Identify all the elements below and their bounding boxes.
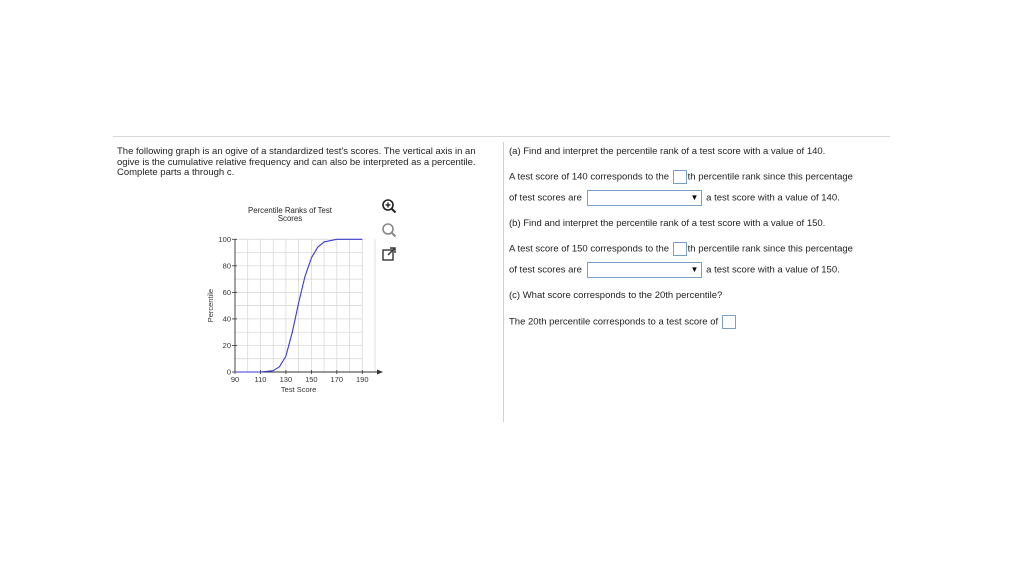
answer-b-percentile-input[interactable] xyxy=(673,242,687,256)
question-b-prompt: (b) Find and interpret the percentile rank of a test score with a value of 150. xyxy=(509,218,826,229)
question-b-line2-pre: of test scores are xyxy=(509,264,582,276)
question-a-line1 xyxy=(509,170,853,184)
x-tick-label: 110 xyxy=(254,375,267,384)
question-b-line2 xyxy=(509,262,840,278)
y-tick-label: 20 xyxy=(222,340,231,350)
question-b-line1 xyxy=(509,242,853,256)
zoom-in-icon[interactable] xyxy=(381,198,397,214)
question-c-prompt: (c) What score corresponds to the 20th percentile? xyxy=(509,290,723,301)
chart-title-line: Percentile Ranks of Test xyxy=(248,206,332,215)
answer-a-percentile-input[interactable] xyxy=(673,170,687,184)
x-tick-label: 150 xyxy=(305,375,318,384)
chart-tools xyxy=(381,198,401,270)
ogive-chart xyxy=(200,200,390,400)
y-axis-label: Percentile xyxy=(206,288,215,323)
chart-title-line: Scores xyxy=(277,214,303,223)
question-a-line2-pre: of test scores are xyxy=(509,192,582,204)
column-divider xyxy=(503,142,504,422)
y-tick-label: 0 xyxy=(226,367,231,377)
question-a-line2-post: a test score with a value of 140. xyxy=(706,192,840,204)
y-tick-label: 100 xyxy=(218,234,231,244)
x-tick-label: 90 xyxy=(230,375,240,384)
question-b-line2-post: a test score with a value of 150. xyxy=(706,264,840,276)
question-a-line2 xyxy=(509,190,840,206)
answer-b-dropdown[interactable] xyxy=(587,262,702,278)
answer-c-score-input[interactable] xyxy=(722,315,736,329)
x-axis-label: Test Score xyxy=(280,385,317,394)
chevron-down-icon: ▼ xyxy=(690,193,699,202)
question-c-line1-pre: The 20th percentile corresponds to a test score of xyxy=(509,316,719,328)
question-a-line1-post: th percentile rank since this percentage xyxy=(687,171,853,183)
intro-text: The following graph is an ogive of a standardized test's scores. The vertical axis in an ogive is the cumulative relative frequency and can also be interpreted as a percentile. Complete parts a through c. xyxy=(117,146,476,178)
x-tick-label: 170 xyxy=(330,375,344,384)
x-tick-label: 130 xyxy=(279,375,293,384)
chevron-down-icon: ▼ xyxy=(690,265,699,274)
y-tick-label: 60 xyxy=(222,287,231,297)
question-c-line1 xyxy=(509,315,737,329)
question-a-line1-pre: A test score of 140 corresponds to the xyxy=(509,171,670,183)
answer-a-dropdown[interactable] xyxy=(587,190,702,206)
y-tick-label: 80 xyxy=(222,261,231,271)
question-b-line1-pre: A test score of 150 corresponds to the xyxy=(509,243,670,255)
question-a-prompt: (a) Find and interpret the percentile rank of a test score with a value of 140. xyxy=(509,146,826,157)
y-tick-label: 40 xyxy=(222,314,231,324)
zoom-out-icon[interactable] xyxy=(381,222,397,238)
external-link-icon[interactable] xyxy=(381,246,397,262)
x-axis-arrow xyxy=(377,370,383,375)
question-b-line1-post: th percentile rank since this percentage xyxy=(687,243,853,255)
chart-svg xyxy=(200,200,390,400)
top-divider xyxy=(113,136,890,137)
x-tick-label: 190 xyxy=(356,375,369,384)
